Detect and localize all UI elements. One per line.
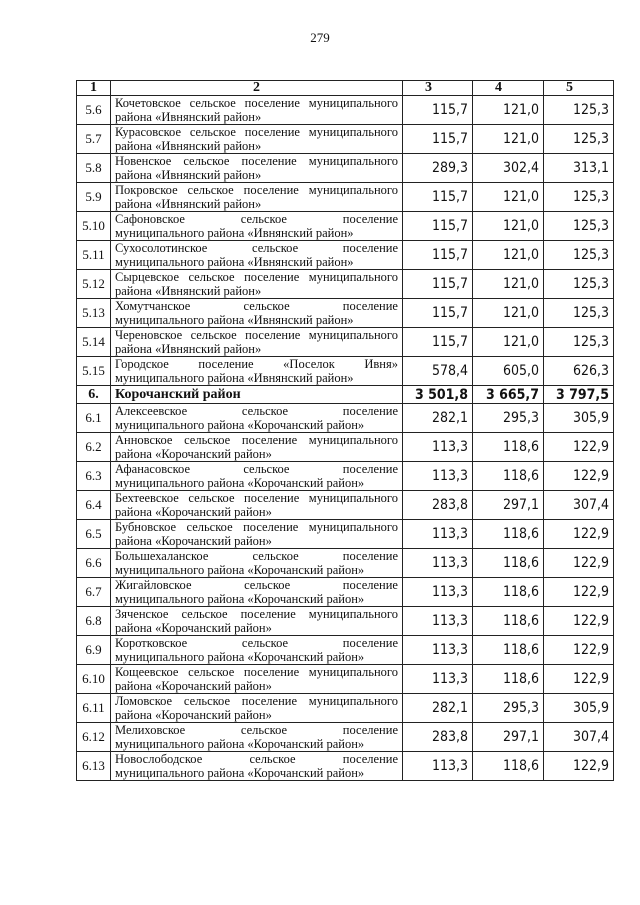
table-row — [77, 212, 614, 241]
value-col-3: 113,3 — [403, 636, 473, 665]
row-name — [111, 270, 403, 299]
value-col-3: 115,7 — [403, 212, 473, 241]
table-row — [77, 241, 614, 270]
value-col-3: 113,3 — [403, 462, 473, 491]
value-col-4: 121,0 — [473, 241, 544, 270]
row-name — [111, 578, 403, 607]
row-index: 6.2 — [77, 433, 111, 462]
row-name-line-2: района «Ивнянский район» — [115, 342, 262, 356]
row-name-line-2: муниципального района «Корочанский район» — [115, 563, 365, 577]
row-name-line-1: Ломовское сельское поселение муниципального — [115, 694, 398, 708]
column-header-1: 1 — [77, 81, 111, 96]
value-col-5: 125,3 — [544, 328, 614, 357]
value-col-5: 307,4 — [544, 491, 614, 520]
value-col-3: 283,8 — [403, 723, 473, 752]
column-header-4: 4 — [473, 81, 544, 96]
row-name-line-2: муниципального района «Корочанский район» — [115, 650, 365, 664]
row-name-line-1: Жигайловское сельское поселение — [115, 578, 398, 592]
row-index: 5.13 — [77, 299, 111, 328]
table-body — [77, 96, 614, 781]
row-index: 6.4 — [77, 491, 111, 520]
row-name-line-2: муниципального района «Ивнянский район» — [115, 313, 354, 327]
table-row — [77, 665, 614, 694]
value-col-3: 113,3 — [403, 520, 473, 549]
row-index: 6.1 — [77, 404, 111, 433]
table-row — [77, 433, 614, 462]
value-col-4: 118,6 — [473, 607, 544, 636]
column-header-2: 2 — [111, 81, 403, 96]
row-name — [111, 607, 403, 636]
page-number: 279 — [310, 30, 330, 45]
row-name — [111, 433, 403, 462]
value-col-4: 121,0 — [473, 125, 544, 154]
row-index: 5.6 — [77, 96, 111, 125]
value-col-5: 313,1 — [544, 154, 614, 183]
value-col-3: 115,7 — [403, 299, 473, 328]
row-name — [111, 299, 403, 328]
table-row — [77, 491, 614, 520]
value-col-5: 125,3 — [544, 96, 614, 125]
value-col-3: 289,3 — [403, 154, 473, 183]
row-name-line-2: муниципального района «Корочанский район» — [115, 592, 365, 606]
row-index: 5.11 — [77, 241, 111, 270]
row-index: 5.9 — [77, 183, 111, 212]
value-col-3: 113,3 — [403, 549, 473, 578]
table-row — [77, 299, 614, 328]
column-header-3: 3 — [403, 81, 473, 96]
table-row — [77, 520, 614, 549]
value-col-5: 307,4 — [544, 723, 614, 752]
row-name-line-2: муниципального района «Ивнянский район» — [115, 226, 354, 240]
row-index: 5.12 — [77, 270, 111, 299]
row-name-line-1: Большехаланское сельское поселение — [115, 549, 398, 563]
table-row — [77, 154, 614, 183]
row-name-line-1: Кочетовское сельское поселение муниципального — [115, 96, 398, 110]
value-col-5: 125,3 — [544, 299, 614, 328]
value-col-3: 113,3 — [403, 752, 473, 781]
row-name-line-2: муниципального района «Корочанский район» — [115, 766, 365, 780]
row-name — [111, 752, 403, 781]
row-name-line-1: Бубновское сельское поселение муниципального — [115, 520, 398, 534]
value-col-5: 122,9 — [544, 520, 614, 549]
value-col-5: 125,3 — [544, 125, 614, 154]
district-row — [77, 386, 614, 404]
value-col-3: 282,1 — [403, 404, 473, 433]
row-name-line-2: района «Корочанский район» — [115, 447, 272, 461]
value-col-4: 118,6 — [473, 636, 544, 665]
row-name-line-1: Сырцевское сельское поселение муниципального — [115, 270, 398, 284]
row-index: 6.7 — [77, 578, 111, 607]
row-name-line-2: района «Корочанский район» — [115, 534, 272, 548]
value-col-5: 125,3 — [544, 183, 614, 212]
value-col-3: 113,3 — [403, 578, 473, 607]
value-col-5: 122,9 — [544, 549, 614, 578]
row-name — [111, 212, 403, 241]
value-col-5: 305,9 — [544, 694, 614, 723]
row-index: 5.14 — [77, 328, 111, 357]
row-name — [111, 636, 403, 665]
value-col-4: 118,6 — [473, 665, 544, 694]
value-col-4: 3 665,7 — [473, 386, 544, 404]
value-col-5: 122,9 — [544, 433, 614, 462]
row-index: 6.12 — [77, 723, 111, 752]
row-name-line-1: Алексеевское сельское поселение — [115, 404, 398, 418]
table-row — [77, 752, 614, 781]
row-index: 6.3 — [77, 462, 111, 491]
table-row — [77, 328, 614, 357]
value-col-3: 113,3 — [403, 607, 473, 636]
value-col-3: 3 501,8 — [403, 386, 473, 404]
table-row — [77, 270, 614, 299]
value-col-4: 605,0 — [473, 357, 544, 386]
budget-table — [76, 80, 614, 781]
value-col-4: 297,1 — [473, 491, 544, 520]
row-index: 6.5 — [77, 520, 111, 549]
value-col-5: 125,3 — [544, 270, 614, 299]
row-index: 5.10 — [77, 212, 111, 241]
row-name-line-2: муниципального района «Ивнянский район» — [115, 371, 354, 385]
value-col-3: 115,7 — [403, 125, 473, 154]
value-col-4: 118,6 — [473, 433, 544, 462]
row-name-line-1: Афанасовское сельское поселение — [115, 462, 398, 476]
row-name-line-2: муниципального района «Корочанский район» — [115, 418, 365, 432]
value-col-5: 3 797,5 — [544, 386, 614, 404]
value-col-3: 115,7 — [403, 241, 473, 270]
table-row — [77, 694, 614, 723]
row-name — [111, 328, 403, 357]
value-col-3: 113,3 — [403, 433, 473, 462]
row-name-line-1: Курасовское сельское поселение муниципального — [115, 125, 398, 139]
row-name-line-2: района «Ивнянский район» — [115, 197, 262, 211]
table-row — [77, 96, 614, 125]
value-col-4: 121,0 — [473, 96, 544, 125]
table-row — [77, 578, 614, 607]
value-col-4: 121,0 — [473, 183, 544, 212]
table-row — [77, 357, 614, 386]
row-name — [111, 404, 403, 433]
row-index: 6.11 — [77, 694, 111, 723]
row-name-line-1: Анновское сельское поселение муниципального — [115, 433, 398, 447]
value-col-4: 121,0 — [473, 270, 544, 299]
value-col-4: 302,4 — [473, 154, 544, 183]
row-name — [111, 491, 403, 520]
table-row — [77, 183, 614, 212]
value-col-5: 122,9 — [544, 752, 614, 781]
row-name-line-1: Новослободское сельское поселение — [115, 752, 398, 766]
row-index: 6.13 — [77, 752, 111, 781]
row-name-line-2: района «Корочанский район» — [115, 679, 272, 693]
row-name-line-1: Бехтеевское сельское поселение муниципального — [115, 491, 398, 505]
row-name-line-1: Сухосолотинское сельское поселение — [115, 241, 398, 255]
value-col-3: 115,7 — [403, 328, 473, 357]
row-name — [111, 125, 403, 154]
row-name-line-1: Корочанский район — [115, 386, 241, 402]
table-row — [77, 607, 614, 636]
value-col-4: 118,6 — [473, 462, 544, 491]
row-name — [111, 723, 403, 752]
value-col-5: 122,9 — [544, 636, 614, 665]
value-col-3: 578,4 — [403, 357, 473, 386]
value-col-5: 122,9 — [544, 462, 614, 491]
table-row — [77, 549, 614, 578]
value-col-5: 122,9 — [544, 665, 614, 694]
row-name — [111, 241, 403, 270]
value-col-3: 115,7 — [403, 96, 473, 125]
row-name-line-2: муниципального района «Корочанский район» — [115, 737, 365, 751]
table-row — [77, 125, 614, 154]
value-col-4: 121,0 — [473, 299, 544, 328]
row-index: 6. — [77, 386, 111, 404]
row-name-line-2: муниципального района «Корочанский район» — [115, 476, 365, 490]
value-col-4: 118,6 — [473, 520, 544, 549]
value-col-4: 118,6 — [473, 752, 544, 781]
table-header-row — [77, 81, 614, 96]
table-row — [77, 462, 614, 491]
row-name-line-1: Мелиховское сельское поселение — [115, 723, 398, 737]
row-name-line-2: района «Корочанский район» — [115, 708, 272, 722]
row-name-line-1: Череновское сельское поселение муниципального — [115, 328, 398, 342]
value-col-4: 295,3 — [473, 404, 544, 433]
row-name-line-2: района «Ивнянский район» — [115, 139, 262, 153]
row-name-line-1: Кощеевское сельское поселение муниципального — [115, 665, 398, 679]
value-col-4: 121,0 — [473, 328, 544, 357]
table-row — [77, 723, 614, 752]
row-name-line-2: района «Корочанский район» — [115, 621, 272, 635]
value-col-4: 118,6 — [473, 549, 544, 578]
value-col-4: 295,3 — [473, 694, 544, 723]
row-name — [111, 386, 403, 404]
value-col-3: 115,7 — [403, 270, 473, 299]
table-row — [77, 404, 614, 433]
value-col-4: 297,1 — [473, 723, 544, 752]
value-col-3: 282,1 — [403, 694, 473, 723]
row-name-line-2: района «Ивнянский район» — [115, 110, 262, 124]
row-name — [111, 665, 403, 694]
row-name — [111, 694, 403, 723]
value-col-5: 626,3 — [544, 357, 614, 386]
row-name — [111, 462, 403, 491]
row-name — [111, 183, 403, 212]
value-col-3: 113,3 — [403, 665, 473, 694]
row-name — [111, 96, 403, 125]
value-col-5: 305,9 — [544, 404, 614, 433]
row-name-line-2: муниципального района «Ивнянский район» — [115, 255, 354, 269]
value-col-3: 283,8 — [403, 491, 473, 520]
table-row — [77, 636, 614, 665]
value-col-5: 125,3 — [544, 212, 614, 241]
row-index: 5.7 — [77, 125, 111, 154]
value-col-5: 122,9 — [544, 607, 614, 636]
row-index: 6.8 — [77, 607, 111, 636]
row-index: 6.10 — [77, 665, 111, 694]
row-name — [111, 549, 403, 578]
row-name-line-2: района «Ивнянский район» — [115, 284, 262, 298]
row-name-line-1: Зяченское сельское поселение муниципального — [115, 607, 398, 621]
value-col-3: 115,7 — [403, 183, 473, 212]
row-index: 5.15 — [77, 357, 111, 386]
column-header-5: 5 — [544, 81, 614, 96]
row-name — [111, 154, 403, 183]
value-col-4: 118,6 — [473, 578, 544, 607]
value-col-5: 125,3 — [544, 241, 614, 270]
value-col-4: 121,0 — [473, 212, 544, 241]
row-name-line-1: Сафоновское сельское поселение — [115, 212, 398, 226]
row-name-line-1: Новенское сельское поселение муниципального — [115, 154, 398, 168]
row-name-line-1: Хомутчанское сельское поселение — [115, 299, 398, 313]
row-name-line-1: Коротковское сельское поселение — [115, 636, 398, 650]
row-index: 6.6 — [77, 549, 111, 578]
row-name — [111, 520, 403, 549]
row-name-line-2: района «Корочанский район» — [115, 505, 272, 519]
row-name-line-1: Городское поселение «Поселок Ивня» — [115, 357, 398, 371]
row-name-line-1: Покровское сельское поселение муниципального — [115, 183, 398, 197]
row-index: 5.8 — [77, 154, 111, 183]
value-col-5: 122,9 — [544, 578, 614, 607]
row-name-line-2: района «Ивнянский район» — [115, 168, 262, 182]
row-name — [111, 357, 403, 386]
row-index: 6.9 — [77, 636, 111, 665]
